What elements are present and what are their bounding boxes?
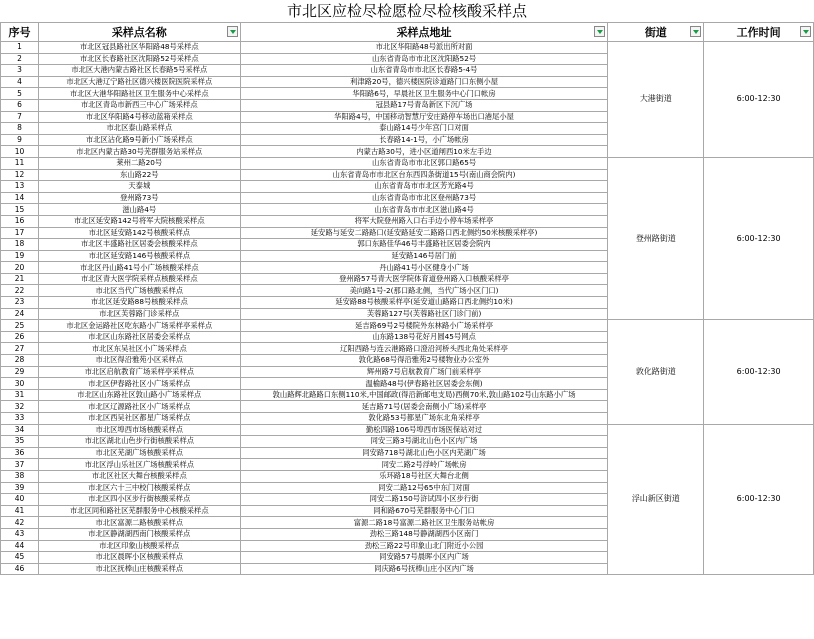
cell-seq[interactable]: 14 [1, 192, 39, 204]
cell-name[interactable]: 市北区延安路142号核酸采样点 [38, 227, 240, 239]
cell-address[interactable]: 山东省青岛市市北区滋山路4号 [240, 204, 608, 216]
cell-name[interactable]: 市北区泰山路采样点 [38, 123, 240, 135]
cell-seq[interactable]: 20 [1, 262, 39, 274]
cell-address[interactable]: 同庆路6号抚棒山庄小区内广场 [240, 563, 608, 575]
cell-name[interactable]: 市北区静湖湖西南门核酸采样点 [38, 528, 240, 540]
cell-address[interactable]: 延吉路69号2号楼院外东林路小广场采样亭 [240, 320, 608, 332]
cell-address[interactable]: 乐环路18号社区大舞台北侧 [240, 470, 608, 482]
cell-work-time[interactable]: 6:00-12:30 [704, 157, 814, 319]
cell-seq[interactable]: 1 [1, 42, 39, 54]
cell-street[interactable]: 大港街道 [608, 42, 704, 158]
cell-name[interactable]: 市北区大港辽宁路社区德兴楼医院医院采样点 [38, 76, 240, 88]
cell-address[interactable]: 山东省青岛市市北区芳光路4号 [240, 181, 608, 193]
cell-address[interactable]: 山东省青岛市市北区长春路5-4号 [240, 65, 608, 77]
cell-address[interactable]: 同安二路2号浮岭广场帐房 [240, 459, 608, 471]
cell-address[interactable]: 市北区华阳路48号派出所对面 [240, 42, 608, 54]
cell-seq[interactable]: 29 [1, 366, 39, 378]
cell-name[interactable]: 市北区当代广场核酸采样点 [38, 285, 240, 297]
cell-work-time[interactable]: 6:00-12:30 [704, 42, 814, 158]
cell-name[interactable]: 市北区芙蓉路门诊采样点 [38, 308, 240, 320]
cell-street[interactable]: 敦化路街道 [608, 320, 704, 424]
cell-name[interactable]: 市北区芜湖广场核酸采样点 [38, 447, 240, 459]
cell-name[interactable]: 天泰城 [38, 181, 240, 193]
cell-address[interactable]: 郭口东路佳华46号丰盛路社区居委会院内 [240, 239, 608, 251]
cell-name[interactable]: 市北区启航教育广场采样亭采样点 [38, 366, 240, 378]
cell-address[interactable]: 山东省青岛市市北区沈阳路52号 [240, 53, 608, 65]
cell-address[interactable]: 同安二路150号浒试四小区步行街 [240, 494, 608, 506]
cell-seq[interactable]: 3 [1, 65, 39, 77]
table-row [1, 320, 814, 332]
cell-address[interactable]: 冠县路17号青岛新区下沉广场 [240, 99, 608, 111]
cell-seq[interactable]: 5 [1, 88, 39, 100]
cell-seq[interactable]: 44 [1, 540, 39, 552]
cell-seq[interactable]: 38 [1, 470, 39, 482]
cell-seq[interactable]: 4 [1, 76, 39, 88]
cell-name[interactable]: 滋山路4号 [38, 204, 240, 216]
cell-name[interactable]: 市北区伊春路社区小广场采样点 [38, 378, 240, 390]
cell-name[interactable]: 市北区大港华阳路社区卫生服务中心采样点 [38, 88, 240, 100]
col-header-seq: 序号 [1, 23, 39, 42]
cell-name[interactable]: 市北区西吴社区都星广场采样点 [38, 413, 240, 425]
col-header-time: 工作时间 [704, 23, 814, 42]
cell-seq[interactable]: 24 [1, 308, 39, 320]
cell-name[interactable]: 市北区丹山路41号小广场核酸采样点 [38, 262, 240, 274]
cell-address[interactable]: 同安路718号湖北山色小区内芜湖广场 [240, 447, 608, 459]
cell-seq[interactable]: 8 [1, 123, 39, 135]
cell-address[interactable]: 山东省青岛市市北区郭口路65号 [240, 157, 608, 169]
cell-address[interactable]: 华阳路6号，早晨社区卫生服务中心门口帐房 [240, 88, 608, 100]
cell-name[interactable]: 市北区华阳路4号移动蓝箱采样点 [38, 111, 240, 123]
cell-name[interactable]: 市北区延安路88号核酸采样点 [38, 297, 240, 309]
cell-address[interactable]: 延安路88号核酸采样亭(延安道山路路口西北侧约10米) [240, 297, 608, 309]
filter-dropdown-icon[interactable] [227, 26, 238, 37]
cell-name[interactable]: 市北区青岛市新西三中心广场采样点 [38, 99, 240, 111]
cell-seq[interactable]: 32 [1, 401, 39, 413]
cell-address[interactable]: 勤松四路106号埠西市场医保站对过 [240, 424, 608, 436]
cell-address[interactable]: 丹山路41号小区健身小广场 [240, 262, 608, 274]
cell-address[interactable]: 同安二路12号65中东门对面 [240, 482, 608, 494]
filter-dropdown-icon[interactable] [594, 26, 605, 37]
cell-seq[interactable]: 31 [1, 389, 39, 401]
cell-seq[interactable]: 10 [1, 146, 39, 158]
cell-name[interactable]: 东山路22号 [38, 169, 240, 181]
cell-address[interactable]: 登州路57号青大医学院体育道登州路入口核酸采样亭 [240, 273, 608, 285]
cell-seq[interactable]: 25 [1, 320, 39, 332]
cell-seq[interactable]: 45 [1, 552, 39, 564]
cell-seq[interactable]: 15 [1, 204, 39, 216]
cell-address[interactable]: 山东省青岛市市北区登州路73号 [240, 192, 608, 204]
cell-name[interactable]: 市北区同和路社区芜群服务中心核酸采样点 [38, 505, 240, 517]
cell-address[interactable]: 延安路与延安二路路口(延安路延安二路路口西北侧约50米核酸采样亭) [240, 227, 608, 239]
col-header-street: 街道 [608, 23, 704, 42]
cell-address[interactable]: 敦化路68号得沿雅苑2号楼物业办公室外 [240, 355, 608, 367]
cell-seq[interactable]: 19 [1, 250, 39, 262]
cell-address[interactable]: 劲松三路22号印象山北门附近小公园 [240, 540, 608, 552]
cell-seq[interactable]: 22 [1, 285, 39, 297]
cell-name[interactable]: 市北区得沿雅苑小区采样点 [38, 355, 240, 367]
cell-seq[interactable]: 6 [1, 99, 39, 111]
cell-name[interactable]: 市北区晨晖小区核酸采样点 [38, 552, 240, 564]
sheet-title: 市北区应检尽检愿检尽检核酸采样点 [0, 0, 814, 23]
cell-name[interactable]: 市北区青大医学院采样点核酸采样点 [38, 273, 240, 285]
cell-address[interactable]: 延安路146号居门前 [240, 250, 608, 262]
cell-seq[interactable]: 16 [1, 215, 39, 227]
cell-name[interactable]: 市北区延安路142号将军大院核酸采样点 [38, 215, 240, 227]
cell-seq[interactable]: 43 [1, 528, 39, 540]
cell-seq[interactable]: 39 [1, 482, 39, 494]
cell-address[interactable]: 同安三路3号湖北山色小区内广场 [240, 436, 608, 448]
cell-work-time[interactable]: 6:00-12:30 [704, 424, 814, 575]
cell-name[interactable]: 莱州二路20号 [38, 157, 240, 169]
cell-name[interactable]: 市北区大港内蒙古路社区长春路5号采样点 [38, 65, 240, 77]
cell-address[interactable]: 泰山路14号少年宫门口对面 [240, 123, 608, 135]
cell-seq[interactable]: 12 [1, 169, 39, 181]
cell-seq[interactable]: 28 [1, 355, 39, 367]
cell-name[interactable]: 市北区冠县路社区华阳路48号采样点 [38, 42, 240, 54]
cell-seq[interactable]: 26 [1, 331, 39, 343]
cell-address[interactable]: 辉州路7号启航教育广场门前采样亭 [240, 366, 608, 378]
cell-address[interactable]: 富源二路18号富源二路社区卫生服务站帐房 [240, 517, 608, 529]
cell-name[interactable]: 市北区四小区步行街核酸采样点 [38, 494, 240, 506]
cell-seq[interactable]: 21 [1, 273, 39, 285]
cell-seq[interactable]: 27 [1, 343, 39, 355]
filter-dropdown-icon[interactable] [690, 26, 701, 37]
cell-seq[interactable]: 30 [1, 378, 39, 390]
cell-seq[interactable]: 46 [1, 563, 39, 575]
cell-name[interactable]: 市北区长春路社区沈阳路52号采样点 [38, 53, 240, 65]
cell-seq[interactable]: 35 [1, 436, 39, 448]
cell-address[interactable]: 同和路670号芜群服务中心门口 [240, 505, 608, 517]
cell-name[interactable]: 市北区沾化路9号新小广场采样点 [38, 134, 240, 146]
cell-address[interactable]: 劲松三路148号静湖湖西小区南门 [240, 528, 608, 540]
cell-seq[interactable]: 11 [1, 157, 39, 169]
cell-name[interactable]: 市北区金运路社区吃东路小广场采样亭采样点 [38, 320, 240, 332]
cell-address[interactable]: 温榆路48号(伊春路社区居委会东侧) [240, 378, 608, 390]
cell-seq[interactable]: 7 [1, 111, 39, 123]
cell-seq[interactable]: 42 [1, 517, 39, 529]
cell-address[interactable]: 山东省青岛市市北区台东西四条街道15号(南山商会院内) [240, 169, 608, 181]
cell-address[interactable]: 将军大院登州路入口右手边小停车场采样亭 [240, 215, 608, 227]
cell-name[interactable]: 市北区浮山乐社区广场核酸采样点 [38, 459, 240, 471]
table-row [1, 157, 814, 169]
cell-address[interactable]: 山东路138号花好月圆45号网点 [240, 331, 608, 343]
cell-seq[interactable]: 9 [1, 134, 39, 146]
filter-dropdown-icon[interactable] [800, 26, 811, 37]
cell-name[interactable]: 登州路73号 [38, 192, 240, 204]
cell-seq[interactable]: 23 [1, 297, 39, 309]
cell-address[interactable]: 芙蓉路127号(芙蓉路社区门诊门前) [240, 308, 608, 320]
cell-street[interactable]: 浮山新区街道 [608, 424, 704, 575]
cell-name[interactable]: 市北区印象山核酸采样点 [38, 540, 240, 552]
table-row [1, 42, 814, 54]
cell-name[interactable]: 市北区山东路社区居委会采样点 [38, 331, 240, 343]
cell-seq[interactable]: 34 [1, 424, 39, 436]
cell-name[interactable]: 市北区社区大舞台核酸采样点 [38, 470, 240, 482]
cell-name[interactable]: 市北区丰盛路社区居委会核酸采样点 [38, 239, 240, 251]
cell-seq[interactable]: 17 [1, 227, 39, 239]
cell-address[interactable]: 同安路57号晨晖小区内广场 [240, 552, 608, 564]
cell-name[interactable]: 市北区六十三中校门核酸采样点 [38, 482, 240, 494]
cell-address[interactable]: 利津路20号，德兴楼医院诊道路门口东侧小屋 [240, 76, 608, 88]
cell-address[interactable]: 长春路14-1号，小广场帐房 [240, 134, 608, 146]
cell-name[interactable]: 市北区延安路146号核酸采样点 [38, 250, 240, 262]
header-row [1, 23, 814, 42]
cell-name[interactable]: 市北区辽源路社区小广场采样点 [38, 401, 240, 413]
cell-seq[interactable]: 37 [1, 459, 39, 471]
cell-name[interactable]: 市北区东吴社区小广场采样点 [38, 343, 240, 355]
cell-street[interactable]: 登州路街道 [608, 157, 704, 319]
sampling-points-table [0, 22, 814, 575]
cell-address[interactable]: 华阳路4号，中国移动智慧厅安庄路停车场出口港尾小屋 [240, 111, 608, 123]
cell-seq[interactable]: 18 [1, 239, 39, 251]
cell-seq[interactable]: 41 [1, 505, 39, 517]
cell-name[interactable]: 市北区内蒙古路30号芜群服务站采样点 [38, 146, 240, 158]
cell-seq[interactable]: 40 [1, 494, 39, 506]
cell-address[interactable]: 辽阳西路与连云港路路口澄沿河桥头西北角处采样亭 [240, 343, 608, 355]
cell-name[interactable]: 市北区抚棒山庄核酸采样点 [38, 563, 240, 575]
cell-name[interactable]: 市北区山东路社区敦山路小广场采样点 [38, 389, 240, 401]
cell-address[interactable]: 敦山路辉北路路口东侧110米,中国邮政(得沿新邮电支局)西侧70米,敦山路102号山东路小广场 [240, 389, 608, 401]
cell-name[interactable]: 市北区湖北山色步行街核酸采样点 [38, 436, 240, 448]
cell-address[interactable]: 敦化路53号都星广场东北角采样亭 [240, 413, 608, 425]
cell-seq[interactable]: 36 [1, 447, 39, 459]
cell-address[interactable]: 美向路1号-2(那口路北侧，当代广场小区门口) [240, 285, 608, 297]
cell-address[interactable]: 内蒙古路30号，进小区道闸西10米左手边 [240, 146, 608, 158]
cell-address[interactable]: 延吉路71号(居委会南侧小广场)采样亭 [240, 401, 608, 413]
col-header-address: 采样点地址 [240, 23, 608, 42]
cell-seq[interactable]: 2 [1, 53, 39, 65]
cell-work-time[interactable]: 6:00-12:30 [704, 320, 814, 424]
cell-seq[interactable]: 33 [1, 413, 39, 425]
table-row [1, 424, 814, 436]
col-header-name: 采样点名称 [38, 23, 240, 42]
cell-name[interactable]: 市北区埠西市场核酸采样点 [38, 424, 240, 436]
cell-name[interactable]: 市北区富源二路核酸采样点 [38, 517, 240, 529]
cell-seq[interactable]: 13 [1, 181, 39, 193]
